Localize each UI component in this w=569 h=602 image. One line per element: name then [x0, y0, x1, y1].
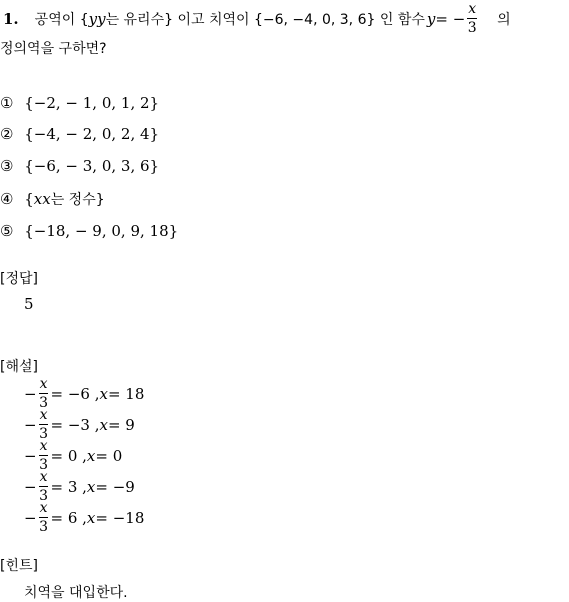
solution-line-5: − $\frac{x}{3}$ = 6 , x = −18	[24, 500, 145, 535]
hint-label: [힌트]	[0, 558, 38, 574]
question-tail: 의	[497, 11, 511, 28]
choice-3[interactable]	[0, 157, 159, 175]
question-var-yy: yy	[88, 9, 106, 28]
choice-1[interactable]	[0, 94, 159, 112]
question-line-2: 정의역을 구하면?	[0, 41, 107, 57]
question-text-a: 공역이 {	[34, 11, 89, 28]
solution-label: [해설]	[0, 359, 38, 375]
solution-line-4: − $\frac{x}{3}$ = 3 , x = −9	[24, 469, 135, 504]
question-var-y: y	[426, 9, 436, 28]
question-frac-den: 3	[467, 20, 477, 36]
choice-2-mark: ②	[0, 125, 14, 143]
choice-5-mark: ⑤	[0, 222, 14, 240]
solution-line-3: − $\frac{x}{3}$ = 0 , x = 0	[24, 438, 123, 473]
choice-4-text-pre: {	[24, 190, 34, 208]
solution-line-2: − $\frac{x}{3}$ = −3 , x = 9	[24, 407, 135, 442]
answer-label: [정답]	[0, 271, 38, 287]
choice-1-text: {−2, − 1, 0, 1, 2}	[24, 94, 160, 112]
question-number: 1.	[3, 9, 19, 28]
question-fraction	[467, 2, 477, 35]
choice-4-var: xx	[33, 190, 51, 208]
hint-text: 치역을 대입한다.	[24, 585, 128, 601]
choice-4-mark: ④	[0, 190, 14, 208]
question-text-b: 는 유리수} 이고 치역이 {−6, −4, 0, 3, 6} 인 함수	[105, 11, 425, 28]
solution-line-1: − $\frac{x}{3}$ = −6 , x = 18	[24, 376, 145, 411]
choice-4-text-post: 는 정수}	[50, 192, 105, 208]
choice-3-text: {−6, − 3, 0, 3, 6}	[24, 157, 160, 175]
choice-2[interactable]	[0, 125, 159, 143]
choice-5-text: {−18, − 9, 0, 9, 18}	[24, 222, 179, 240]
question-frac-num: x	[468, 1, 477, 17]
choice-3-mark: ③	[0, 157, 14, 175]
answer-value: 5	[24, 295, 34, 313]
solution-block	[24, 378, 144, 533]
choice-1-mark: ①	[0, 94, 14, 112]
choice-2-text: {−4, − 2, 0, 2, 4}	[24, 125, 160, 143]
choice-5[interactable]	[0, 222, 178, 240]
question-equals: = −	[435, 9, 466, 28]
question-line-1	[3, 2, 511, 35]
choice-4[interactable]	[0, 189, 105, 209]
